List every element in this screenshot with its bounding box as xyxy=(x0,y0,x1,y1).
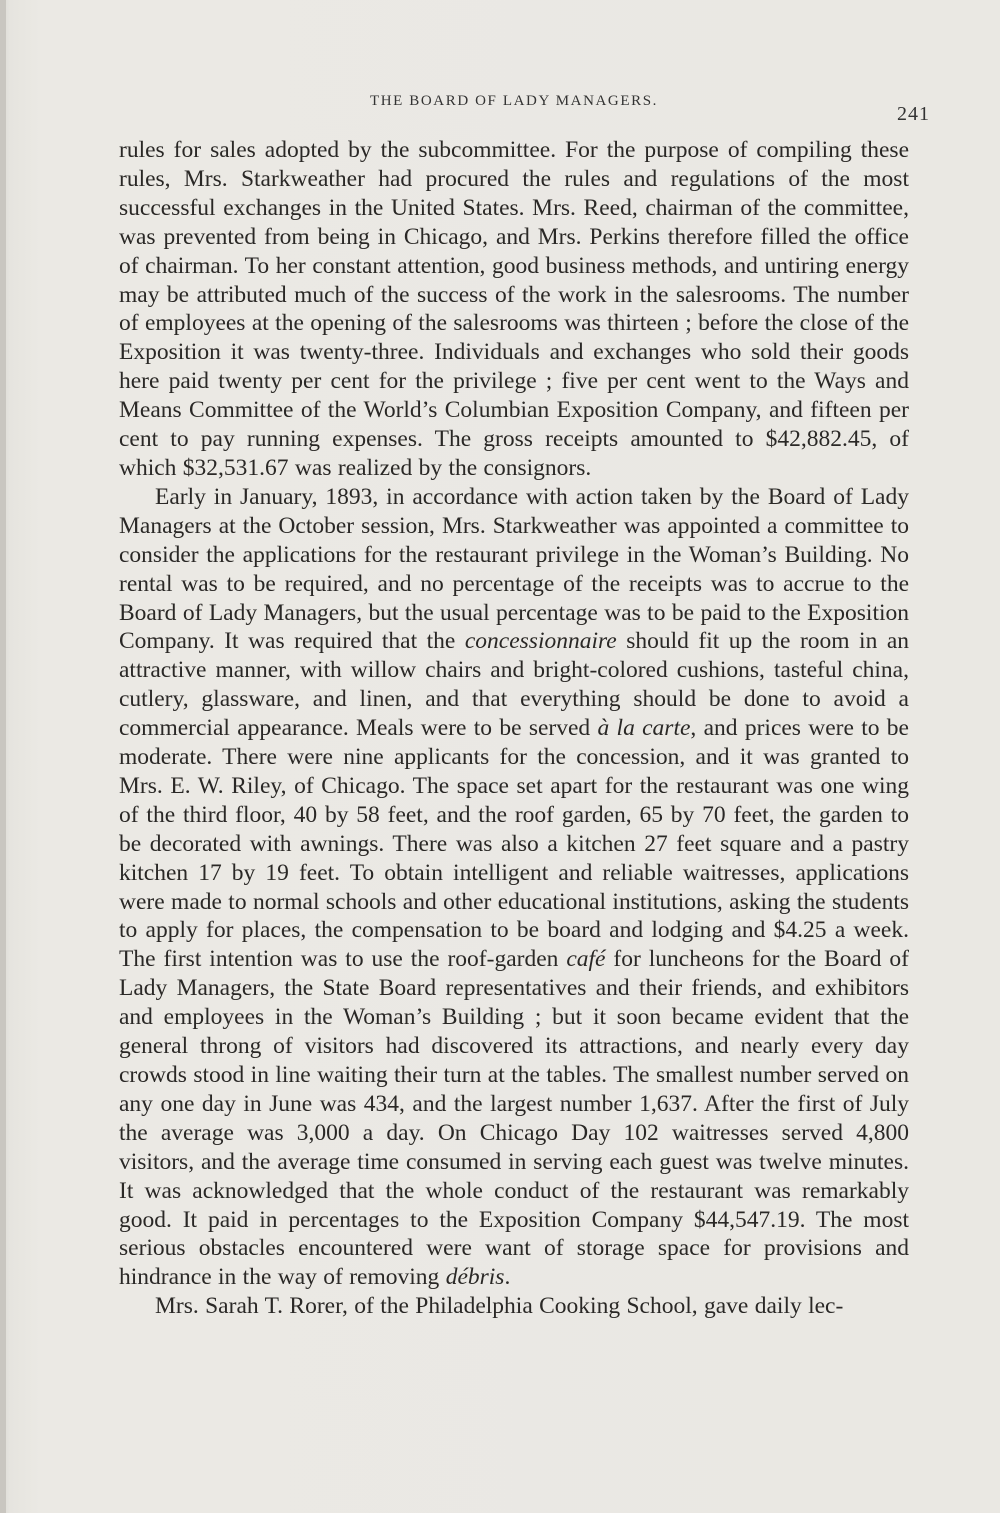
italic-text-run: débris xyxy=(445,1264,505,1291)
page-number: 241 xyxy=(897,103,930,125)
italic-text-run: concessionnaire xyxy=(464,628,617,655)
italic-text-run: café xyxy=(566,946,606,973)
page-binding-edge xyxy=(0,0,6,1513)
text-run: . xyxy=(504,1264,511,1291)
running-head: THE BOARD OF LADY MANAGERS. xyxy=(369,93,659,109)
text-run: , and prices were to be moderate. There were nine applicants for the concession, and it was granted to Mrs. E. W. Riley, of Chicago. The space set apart for the restaurant was one wing of the third floor, 40 by 58 feet, and the roof garden, 65 by 70 feet, the garden to be decorated with awnings. There was also a kitchen 27 feet square and a pastry kitchen 17 by 19 feet. To obtain intelligent and reliable waitresses, applications were made to normal schools and other educational institutions, asking the students to apply for places, the compensation to be board and lodging and $4.25 a week. The first intention was to use the roof-garden xyxy=(119,715,909,973)
text-run: Early in January, 1893, in accordance with action taken by the Board of Lady Managers at the October session, Mrs. Starkweather was appointed a committee to consider the applications for the restaurant privilege in the Woman’s Building. No rental was to be required, and no percentage of the receipts was to accrue to the Board of Lady Managers, but the usual percentage was to be paid to the Exposition Company. It was required that the xyxy=(119,483,909,655)
text-run: should fit up the room in an attractive manner, with willow chairs and bright-colored cushions, tasteful china, cutlery, glassware, and linen, and that everything should be done to avoid a commercial appearance. Meals were to be served xyxy=(119,628,910,742)
body-text xyxy=(119,136,909,1321)
text-run: for luncheons for the Board of Lady Managers, the State Board representatives and their friends, and exhibitors and employees in the Woman’s Building ; but it soon became evident that the general throng of visitors had discovered its attractions, and nearly every day crowds stood in line waiting their turn at the tables. The smallest number served on any one day in June was 434, and the largest number 1,637. After the first of July the average was 3,000 a day. On Chicago Day 102 waitresses served 4,800 visitors, and the average time consumed in serving each guest was twelve minutes. It was acknowledged that the whole conduct of the restaurant was remarkably good. It paid in percentages to the Exposition Company $44,547.19. The most serious obstacles encountered were want of storage space for provisions and hindrance in the way of removing xyxy=(119,946,909,1291)
paragraph-restaurant-sales xyxy=(119,136,909,483)
italic-text-run: à la carte xyxy=(597,715,691,742)
paragraph-restaurant-privilege xyxy=(119,483,909,1292)
text-run: Mrs. Sarah T. Rorer, of the Philadelphia Cooking School, gave daily lec- xyxy=(155,1293,844,1320)
paragraph-cooking-lectures xyxy=(119,1292,909,1321)
text-run: rules for sales adopted by the subcommittee. For the purpose of compiling these rules, Mrs. Starkweather had procured the rules and regulations of the most successful exchanges in the United States. Mrs. Reed, chairman of the committee, was prevented from being in Chicago, and Mrs. Perkins therefore filled the office of chairman. To her constant attention, good business methods, and untiring energy may be attributed much of the success of the work in the salesrooms. The number of employees at the opening of the salesrooms was thirteen ; before the close of the Exposition it was twenty-three. Individuals and exchanges who sold their goods here paid twenty per cent for the privilege ; five per cent went to the Ways and Means Committee of the World’s Columbian Exposition Company, and fifteen per cent to pay running expenses. The gross receipts amounted to $42,882.45, of which $32,531.67 was realized by the consignors. xyxy=(119,137,909,481)
